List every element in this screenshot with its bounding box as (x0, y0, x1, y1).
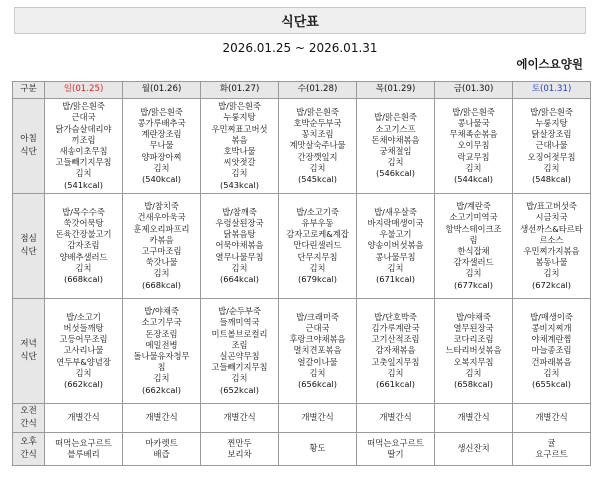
menu-item: 바지락매생이국 (367, 217, 424, 228)
menu-item: 어묵야채볶음 (215, 240, 264, 251)
menu-item: 생신잔치 (457, 443, 490, 454)
menu-cell (357, 433, 435, 466)
menu-item: 밥/순두부죽 (218, 306, 261, 317)
menu-item: 콩나물국 (457, 117, 490, 128)
page-title: 식단표 (14, 7, 586, 34)
menu-item: 개별간식 (67, 412, 100, 423)
menu-item: 메밀전병 (145, 339, 178, 350)
menu-cell (123, 433, 201, 466)
row-label-line: 오전 (20, 406, 37, 416)
menu-item: (672kcal) (531, 279, 572, 290)
menu-item: 밥/야채죽 (456, 311, 491, 322)
menu-item: 김치 (465, 367, 482, 378)
menu-item: 궁채절임 (379, 146, 412, 156)
menu-item: 들깨미역국 (219, 317, 260, 328)
menu-item: 밥/소고기죽 (296, 206, 339, 217)
menu-cell (123, 99, 201, 194)
menu-item: 밥/맑은흰죽 (452, 106, 495, 117)
menu-item: 누룽지탕 (223, 112, 256, 123)
menu-item: 끼조림 (71, 134, 96, 145)
menu-cell (201, 299, 279, 404)
menu-item: 밥/참깨죽 (222, 206, 257, 217)
menu-item: 김치 (309, 262, 326, 273)
menu-item: 찐만두 (227, 437, 252, 448)
menu-item: 감자조림 (67, 240, 100, 251)
menu-item: 고들빼기지무침 (55, 157, 112, 168)
menu-cell (123, 299, 201, 404)
menu-cell (435, 433, 513, 466)
menu-item: 밥/맑은흰죽 (296, 106, 339, 117)
menu-item: 고춧잎지무침 (371, 356, 420, 367)
menu-item: 김치 (153, 162, 170, 173)
row-label-line: 아침 (20, 134, 37, 144)
menu-item: 소고기미역국 (449, 212, 498, 223)
menu-item: 보리차 (227, 449, 252, 459)
menu-item: (540kcal) (141, 174, 182, 184)
menu-cell (45, 194, 123, 299)
menu-item: 열무나물무침 (215, 251, 264, 262)
menu-item: 미트볼브로컬리 (211, 328, 268, 339)
meal-row-breakfast (13, 99, 591, 194)
menu-cell (279, 299, 357, 404)
menu-item: 계맛살숙주나물 (289, 140, 346, 151)
menu-item: 쑥갓나물 (145, 257, 178, 268)
menu-cell (201, 404, 279, 433)
menu-item: 밥/맑은흰죽 (530, 106, 573, 117)
menu-item: 밥/야채죽 (144, 306, 179, 317)
menu-item: 코다리조림 (453, 334, 494, 345)
menu-item: (671kcal) (375, 274, 416, 284)
row-label (13, 404, 45, 433)
menu-item: 씨앗젓갈 (223, 157, 256, 168)
meal-row-dinner (13, 299, 591, 404)
menu-cell (201, 99, 279, 194)
menu-item: (677kcal) (453, 279, 494, 290)
row-label (13, 299, 45, 404)
menu-item: 연두부&양념장 (56, 356, 111, 367)
menu-cell (279, 99, 357, 194)
menu-item: 블루베리 (67, 449, 100, 459)
menu-item: 감자샐러드 (453, 257, 494, 268)
menu-item: 느타리버섯볶음 (445, 345, 502, 356)
menu-item: 새송이초무침 (59, 146, 108, 156)
menu-item: 고등어무조림 (59, 334, 108, 345)
weekly-menu-table (12, 81, 591, 466)
day-header-wed: 수(01.28) (279, 82, 357, 99)
menu-item: 단무지무침 (297, 251, 338, 262)
row-label-line: 점심 (20, 234, 37, 244)
menu-cell (279, 404, 357, 433)
menu-item: 무나물 (149, 140, 174, 151)
menu-item: 밥/표고버섯죽 (526, 201, 577, 212)
menu-item: 만다린샐러드 (293, 240, 342, 251)
day-header-sat: 토(01.31) (513, 82, 591, 99)
menu-item: 시금치국 (535, 212, 568, 223)
menu-item: 밥/맑은흰죽 (140, 106, 183, 117)
menu-item: 밥/계란죽 (456, 201, 491, 212)
menu-item: 밥/소고기 (66, 311, 101, 322)
menu-item: 얼갈이나물 (297, 356, 338, 367)
menu-cell (201, 194, 279, 299)
menu-item: (652kcal) (219, 384, 260, 395)
menu-item: 마늘종조림 (531, 345, 572, 356)
menu-item: 밥/목수수죽 (62, 206, 105, 217)
menu-item: 우렁살된장국 (215, 217, 264, 228)
menu-item: 호박나물 (223, 146, 256, 156)
menu-item: (541kcal) (63, 179, 104, 190)
menu-cell (45, 433, 123, 466)
menu-cell (513, 404, 591, 433)
menu-item: 생선까스&타르타 (520, 223, 583, 234)
row-label-line: 식단 (20, 247, 37, 257)
menu-item: 야채계란찜 (531, 334, 572, 345)
menu-item: 김치 (543, 367, 560, 378)
menu-item: 개별간식 (301, 412, 334, 423)
menu-cell (123, 194, 201, 299)
menu-item: 밥/맑은흰죽 (218, 101, 261, 112)
menu-item: 김치 (153, 268, 170, 279)
menu-item: 버섯들깨탕 (63, 322, 104, 333)
row-label-line: 저녁 (20, 339, 37, 349)
menu-cell (357, 194, 435, 299)
day-header-sun: 일(01.25) (45, 82, 123, 99)
menu-item: 김치 (231, 262, 248, 273)
menu-item: 개별간식 (535, 412, 568, 423)
menu-item: 근대국 (305, 322, 330, 333)
menu-item: 한식잡채 (457, 246, 490, 256)
menu-item: 볶음 (231, 134, 248, 145)
menu-item: 멸치견포볶음 (293, 345, 342, 356)
menu-item: 유부우동 (301, 217, 334, 228)
menu-item: (679kcal) (297, 274, 338, 284)
menu-item: 배즙 (153, 449, 170, 459)
menu-item: 김치 (543, 268, 560, 279)
menu-cell (279, 433, 357, 466)
menu-item: 건새우아욱국 (137, 212, 186, 223)
menu-item: 후랑크야채볶음 (289, 334, 346, 345)
menu-cell (357, 99, 435, 194)
menu-item: 간장깻잎지 (297, 151, 338, 162)
menu-item: 딸기 (387, 449, 404, 459)
day-header-tue: 화(01.27) (201, 82, 279, 99)
menu-item: 요구르트 (535, 449, 568, 459)
menu-item: 돌나물유자청무 (133, 351, 190, 361)
menu-item: (656kcal) (297, 379, 338, 389)
menu-item: 돈육간장불고기 (55, 229, 112, 240)
day-header-fri: 금(01.30) (435, 82, 513, 99)
day-header-thu: 목(01.29) (357, 82, 435, 99)
menu-item: 실곤약무침 (219, 351, 260, 361)
menu-item: 콩가루배추국 (137, 117, 186, 128)
menu-item: 김가루계란국 (371, 322, 420, 333)
menu-item: 감자고로케&계잡 (286, 229, 349, 240)
menu-item: 닭볶음탕 (223, 229, 256, 240)
row-label (13, 99, 45, 194)
menu-item: 락교무침 (457, 151, 490, 162)
facility-name: 에이스요양원 (516, 57, 583, 71)
menu-cell (357, 299, 435, 404)
menu-item: (662kcal) (63, 379, 104, 389)
row-label-line: 간식 (20, 419, 37, 429)
menu-item: 콩비지찌개 (531, 322, 572, 333)
menu-item: (664kcal) (219, 274, 260, 284)
menu-item: 림 (469, 234, 478, 245)
menu-cell (45, 299, 123, 404)
menu-item: 떠먹는요구르트 (367, 437, 424, 448)
menu-item: 밥/매생이죽 (530, 311, 573, 322)
menu-item: 밥/새우살죽 (374, 206, 417, 217)
menu-item: (655kcal) (531, 379, 572, 389)
menu-item: 귤 (547, 437, 556, 448)
menu-item: 우불고기 (379, 229, 412, 240)
menu-item: 침 (157, 362, 166, 373)
menu-item: 김치 (465, 162, 482, 173)
menu-item: 개별간식 (379, 412, 412, 423)
menu-item: 김치 (387, 157, 404, 168)
menu-item: 우민찌표고버섯 (211, 123, 268, 134)
menu-item: (548kcal) (531, 174, 572, 184)
menu-item: 소고기무국 (141, 317, 182, 328)
menu-item: 개별간식 (457, 412, 490, 423)
menu-item: 소고기스프 (375, 123, 416, 134)
menu-item: 밥/맑은흰죽 (62, 101, 105, 112)
menu-item: 김치 (387, 262, 404, 273)
menu-item: 밥/맑은흰죽 (374, 112, 417, 123)
menu-item: 돈장조림 (145, 328, 178, 339)
menu-cell (435, 404, 513, 433)
menu-item: 열무된장국 (453, 322, 494, 333)
menu-item: 돈채야채볶음 (371, 134, 420, 145)
menu-cell (513, 433, 591, 466)
row-label-line: 간식 (20, 450, 37, 460)
menu-item: 오복지무침 (453, 356, 494, 367)
menu-item: 꽁치조림 (301, 129, 334, 140)
menu-item: 고기산적조림 (371, 334, 420, 345)
date-range: 2026.01.25 ~ 2026.01.31 (222, 41, 378, 55)
menu-item: 김치 (309, 162, 326, 173)
menu-item: (544kcal) (453, 174, 494, 184)
menu-item: 김치 (309, 367, 326, 378)
menu-cell (513, 299, 591, 404)
row-label (13, 194, 45, 299)
menu-item: 개별간식 (223, 412, 256, 423)
row-label-line: 식단 (20, 352, 37, 362)
menu-cell (513, 99, 591, 194)
menu-item: 근대나물 (535, 140, 568, 151)
menu-item: 김치 (387, 367, 404, 378)
menu-item: 조림 (231, 339, 248, 350)
menu-item: (658kcal) (453, 379, 494, 389)
menu-cell (123, 404, 201, 433)
menu-item: 김치 (75, 168, 92, 179)
menu-item: 함박스테이크조 (445, 223, 502, 234)
menu-item: 봄동나물 (535, 257, 568, 268)
day-header-mon: 월(01.26) (123, 82, 201, 99)
meal-row-am-snack (13, 404, 591, 433)
menu-item: 고사리나물 (63, 345, 104, 356)
menu-item: (661kcal) (375, 379, 416, 389)
menu-cell (45, 404, 123, 433)
menu-item: 감자채볶음 (375, 345, 416, 356)
row-label (13, 433, 45, 466)
menu-item: (543kcal) (219, 179, 260, 190)
menu-item: 김치 (231, 168, 248, 179)
menu-cell (201, 433, 279, 466)
menu-item: 마카렛트 (145, 437, 178, 448)
menu-cell (279, 194, 357, 299)
menu-item: 근대국 (71, 112, 96, 123)
menu-item: 양배추샐러드 (59, 251, 108, 262)
menu-cell (357, 404, 435, 433)
row-label-line: 식단 (20, 147, 37, 157)
menu-item: (545kcal) (297, 174, 338, 184)
menu-item: 르소스 (539, 234, 564, 245)
menu-item: 오징어젓무침 (527, 151, 576, 162)
meal-row-pm-snack (13, 433, 591, 466)
menu-item: 고들빼기지무침 (211, 362, 268, 373)
row-label-line: 오후 (20, 437, 37, 447)
menu-item: 쑥갓어묵탕 (63, 217, 104, 228)
menu-item: 닭살장조림 (531, 129, 572, 140)
menu-item: (668kcal) (141, 279, 182, 290)
menu-item: 김치 (231, 373, 248, 384)
menu-item: 우민찌가지볶음 (523, 246, 580, 256)
menu-item: 김치 (75, 262, 92, 273)
menu-item: 개별간식 (145, 412, 178, 423)
header-corner: 구분 (13, 82, 45, 99)
menu-item: 건파래볶음 (531, 356, 572, 367)
menu-item: 호박순두부국 (293, 117, 342, 128)
menu-item: 카볶음 (149, 234, 174, 245)
menu-item: 훈제오리파프리 (133, 223, 190, 234)
menu-item: 김치 (543, 162, 560, 173)
menu-item: 고구마조림 (141, 246, 182, 256)
menu-cell (435, 99, 513, 194)
menu-item: 무채족순볶음 (449, 129, 498, 140)
menu-item: 오이무침 (457, 140, 490, 151)
menu-item: (662kcal) (141, 384, 182, 395)
header-row (13, 82, 591, 99)
menu-cell (45, 99, 123, 194)
menu-item: 김치 (153, 373, 170, 384)
menu-cell (513, 194, 591, 299)
meal-row-lunch (13, 194, 591, 299)
menu-cell (435, 194, 513, 299)
menu-item: 계란장조림 (141, 129, 182, 140)
menu-item: 밥/참치죽 (144, 201, 179, 212)
menu-item: 김치 (75, 367, 92, 378)
menu-item: (546kcal) (375, 168, 416, 179)
menu-item: 밥/크래미죽 (296, 311, 339, 322)
menu-item: 콩나물무침 (375, 251, 416, 262)
menu-item: 떠먹는요구르트 (55, 437, 112, 448)
menu-cell (435, 299, 513, 404)
menu-item: 닭가슴살데리야 (55, 123, 112, 134)
menu-item: 누룽지탕 (535, 117, 568, 128)
menu-item: 김치 (465, 268, 482, 279)
menu-item: 밥/단호박죽 (374, 311, 417, 322)
menu-item: 황도 (309, 443, 326, 454)
menu-item: (668kcal) (63, 274, 104, 284)
menu-item: 양송이버섯볶음 (367, 240, 424, 251)
menu-item: 양파장아찌 (141, 151, 182, 162)
